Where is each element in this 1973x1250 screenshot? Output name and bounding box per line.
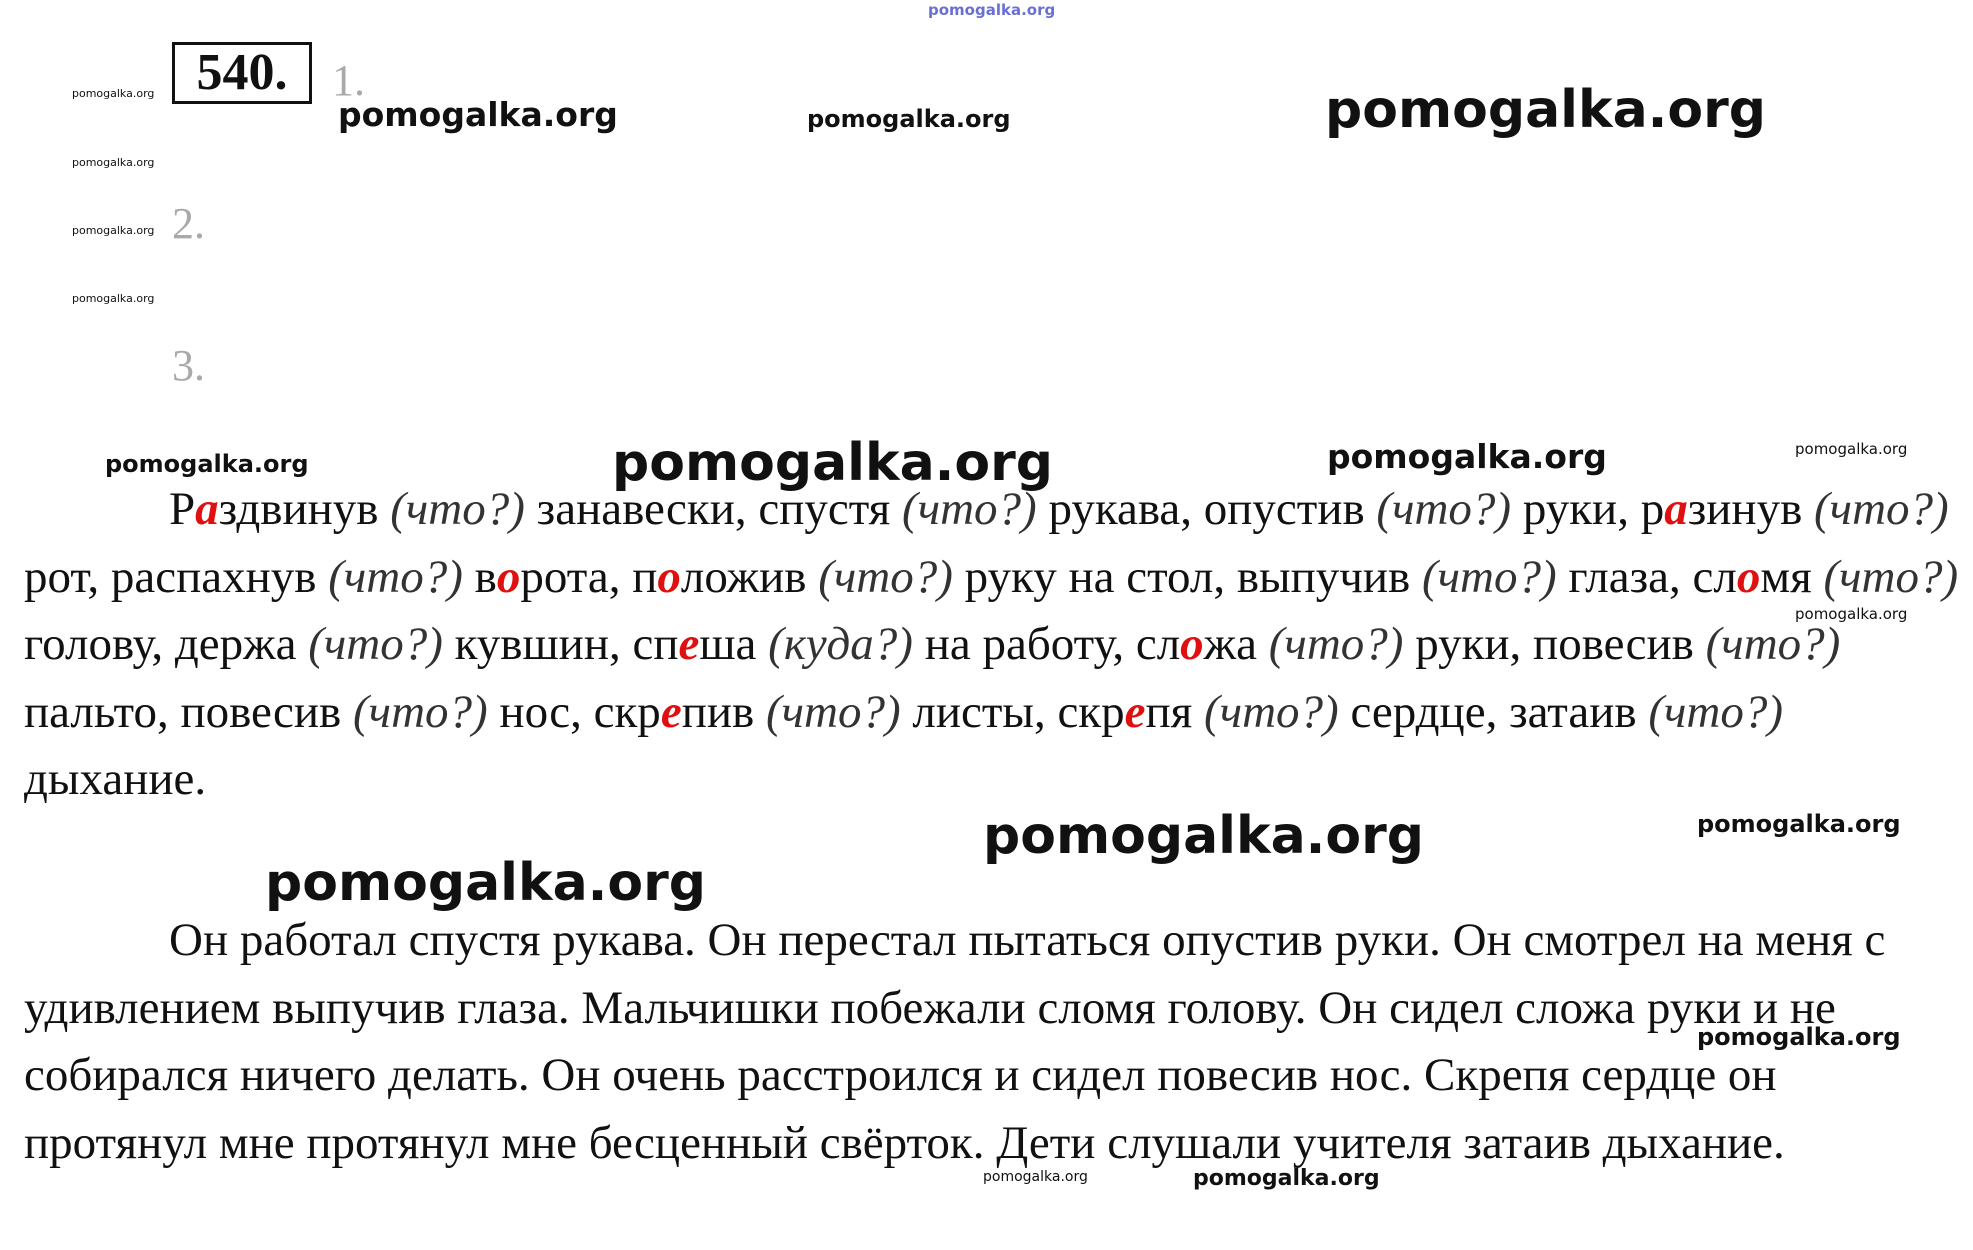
watermark: pomogalka.org [1327, 437, 1607, 476]
text-segment: руки, р [1511, 483, 1665, 535]
text-segment: пальто, повесив [24, 685, 353, 738]
text-segment: руку на стол, выпучив [952, 550, 1422, 603]
question-marker: (что?) [1814, 483, 1949, 535]
task-number: 540. [172, 42, 312, 104]
text-segment: руки, повесив [1403, 618, 1706, 670]
watermark: pomogalka.org [807, 105, 1011, 133]
highlighted-vowel: о [1180, 618, 1204, 670]
question-marker: (что?) [818, 550, 953, 603]
highlighted-vowel: е [1124, 685, 1146, 738]
question-marker: (что?) [1648, 685, 1784, 738]
text-segment: мя [1760, 550, 1824, 603]
highlighted-vowel: о [1736, 550, 1761, 603]
answer-paragraph-1 [24, 476, 1964, 814]
question-marker: (что?) [390, 483, 525, 535]
watermark-large: pomogalka.org [265, 853, 707, 913]
text-segment: ложив [680, 550, 819, 603]
question-marker: (что?) [1204, 685, 1339, 738]
watermark: pomogalka.org [105, 450, 309, 478]
watermark: pomogalka.org [1697, 810, 1901, 838]
answer-paragraph-2 [24, 907, 1964, 1177]
text-segment: кувшин, сп [442, 618, 679, 670]
question-marker: (что?) [1376, 483, 1512, 535]
watermark-large: pomogalka.org [1325, 80, 1767, 140]
watermark-small: pomogalka.org [983, 1169, 1088, 1185]
highlighted-vowel: е [678, 618, 700, 670]
watermark-top: pomogalka.org [928, 1, 1056, 19]
question-marker: (что?) [1823, 550, 1959, 603]
watermark-small: pomogalka.org [72, 224, 155, 237]
watermark-small: pomogalka.org [72, 87, 155, 100]
watermark-small: pomogalka.org [72, 292, 155, 305]
watermark-large: pomogalka.org [983, 806, 1425, 866]
step-2: 2. [172, 199, 205, 248]
highlighted-vowel: о [496, 550, 521, 603]
text-segment: листы, скр [900, 685, 1125, 738]
text-segment: дыхание. [24, 753, 207, 805]
text-segment: нос, скр [487, 685, 661, 738]
paragraph-2-text: Он работал спустя рукава. Он перестал пытаться опустив руки. Он смотрел на меня с удивлением выпучив глаза. Мальчишки побежали сломя голову. Он сидел сложа руки и не собирался ничего делать. Он очень расстроился и сидел повесив нос. Скрепя сердце он протянул мне протянул мне бесценный свёрток. Дети слушали учителя затаив дыхание. [24, 914, 1886, 1169]
text-segment: жа [1203, 618, 1269, 670]
text-segment: рукава, опустив [1036, 483, 1377, 535]
highlighted-vowel: а [1664, 483, 1688, 535]
step-3: 3. [172, 341, 205, 390]
question-marker: (что?) [308, 618, 443, 670]
watermark: pomogalka.org [1193, 1166, 1380, 1191]
text-segment: сердце, затаив [1338, 685, 1649, 738]
text-segment: на работу, сл [912, 618, 1181, 670]
question-marker: (что?) [1705, 618, 1841, 670]
text-segment: зинув [1687, 483, 1815, 535]
question-marker: (что?) [1268, 618, 1404, 670]
text-segment: здвинув [218, 483, 391, 535]
watermark: pomogalka.org [338, 95, 618, 134]
highlighted-vowel: е [660, 685, 682, 738]
text-segment: пя [1145, 685, 1205, 738]
watermark-small: pomogalka.org [1795, 440, 1908, 458]
question-marker: (куда?) [768, 618, 913, 670]
question-marker: (что?) [902, 483, 1037, 535]
watermark-small: pomogalka.org [72, 156, 155, 169]
highlighted-vowel: о [657, 550, 681, 603]
question-marker: (что?) [353, 685, 488, 738]
text-segment: рот, распахнув [24, 550, 329, 603]
question-marker: (что?) [765, 685, 901, 738]
highlighted-vowel: а [195, 483, 219, 535]
text-segment: ша [699, 618, 769, 670]
question-marker: (что?) [328, 550, 463, 603]
text-segment: занавески, спустя [524, 483, 903, 535]
text-segment: глаза, сл [1556, 550, 1737, 603]
question-marker: (что?) [1421, 550, 1557, 603]
text-segment: Р [169, 483, 196, 535]
text-segment: в [462, 550, 497, 603]
watermark-small: pomogalka.org [1795, 605, 1908, 623]
watermark: pomogalka.org [1697, 1023, 1901, 1051]
text-segment: голову, держа [24, 618, 309, 670]
watermark-large: pomogalka.org [612, 433, 1054, 493]
text-segment: пив [681, 685, 766, 738]
text-segment: рота, п [520, 550, 658, 603]
step-1: 1. [332, 56, 365, 105]
